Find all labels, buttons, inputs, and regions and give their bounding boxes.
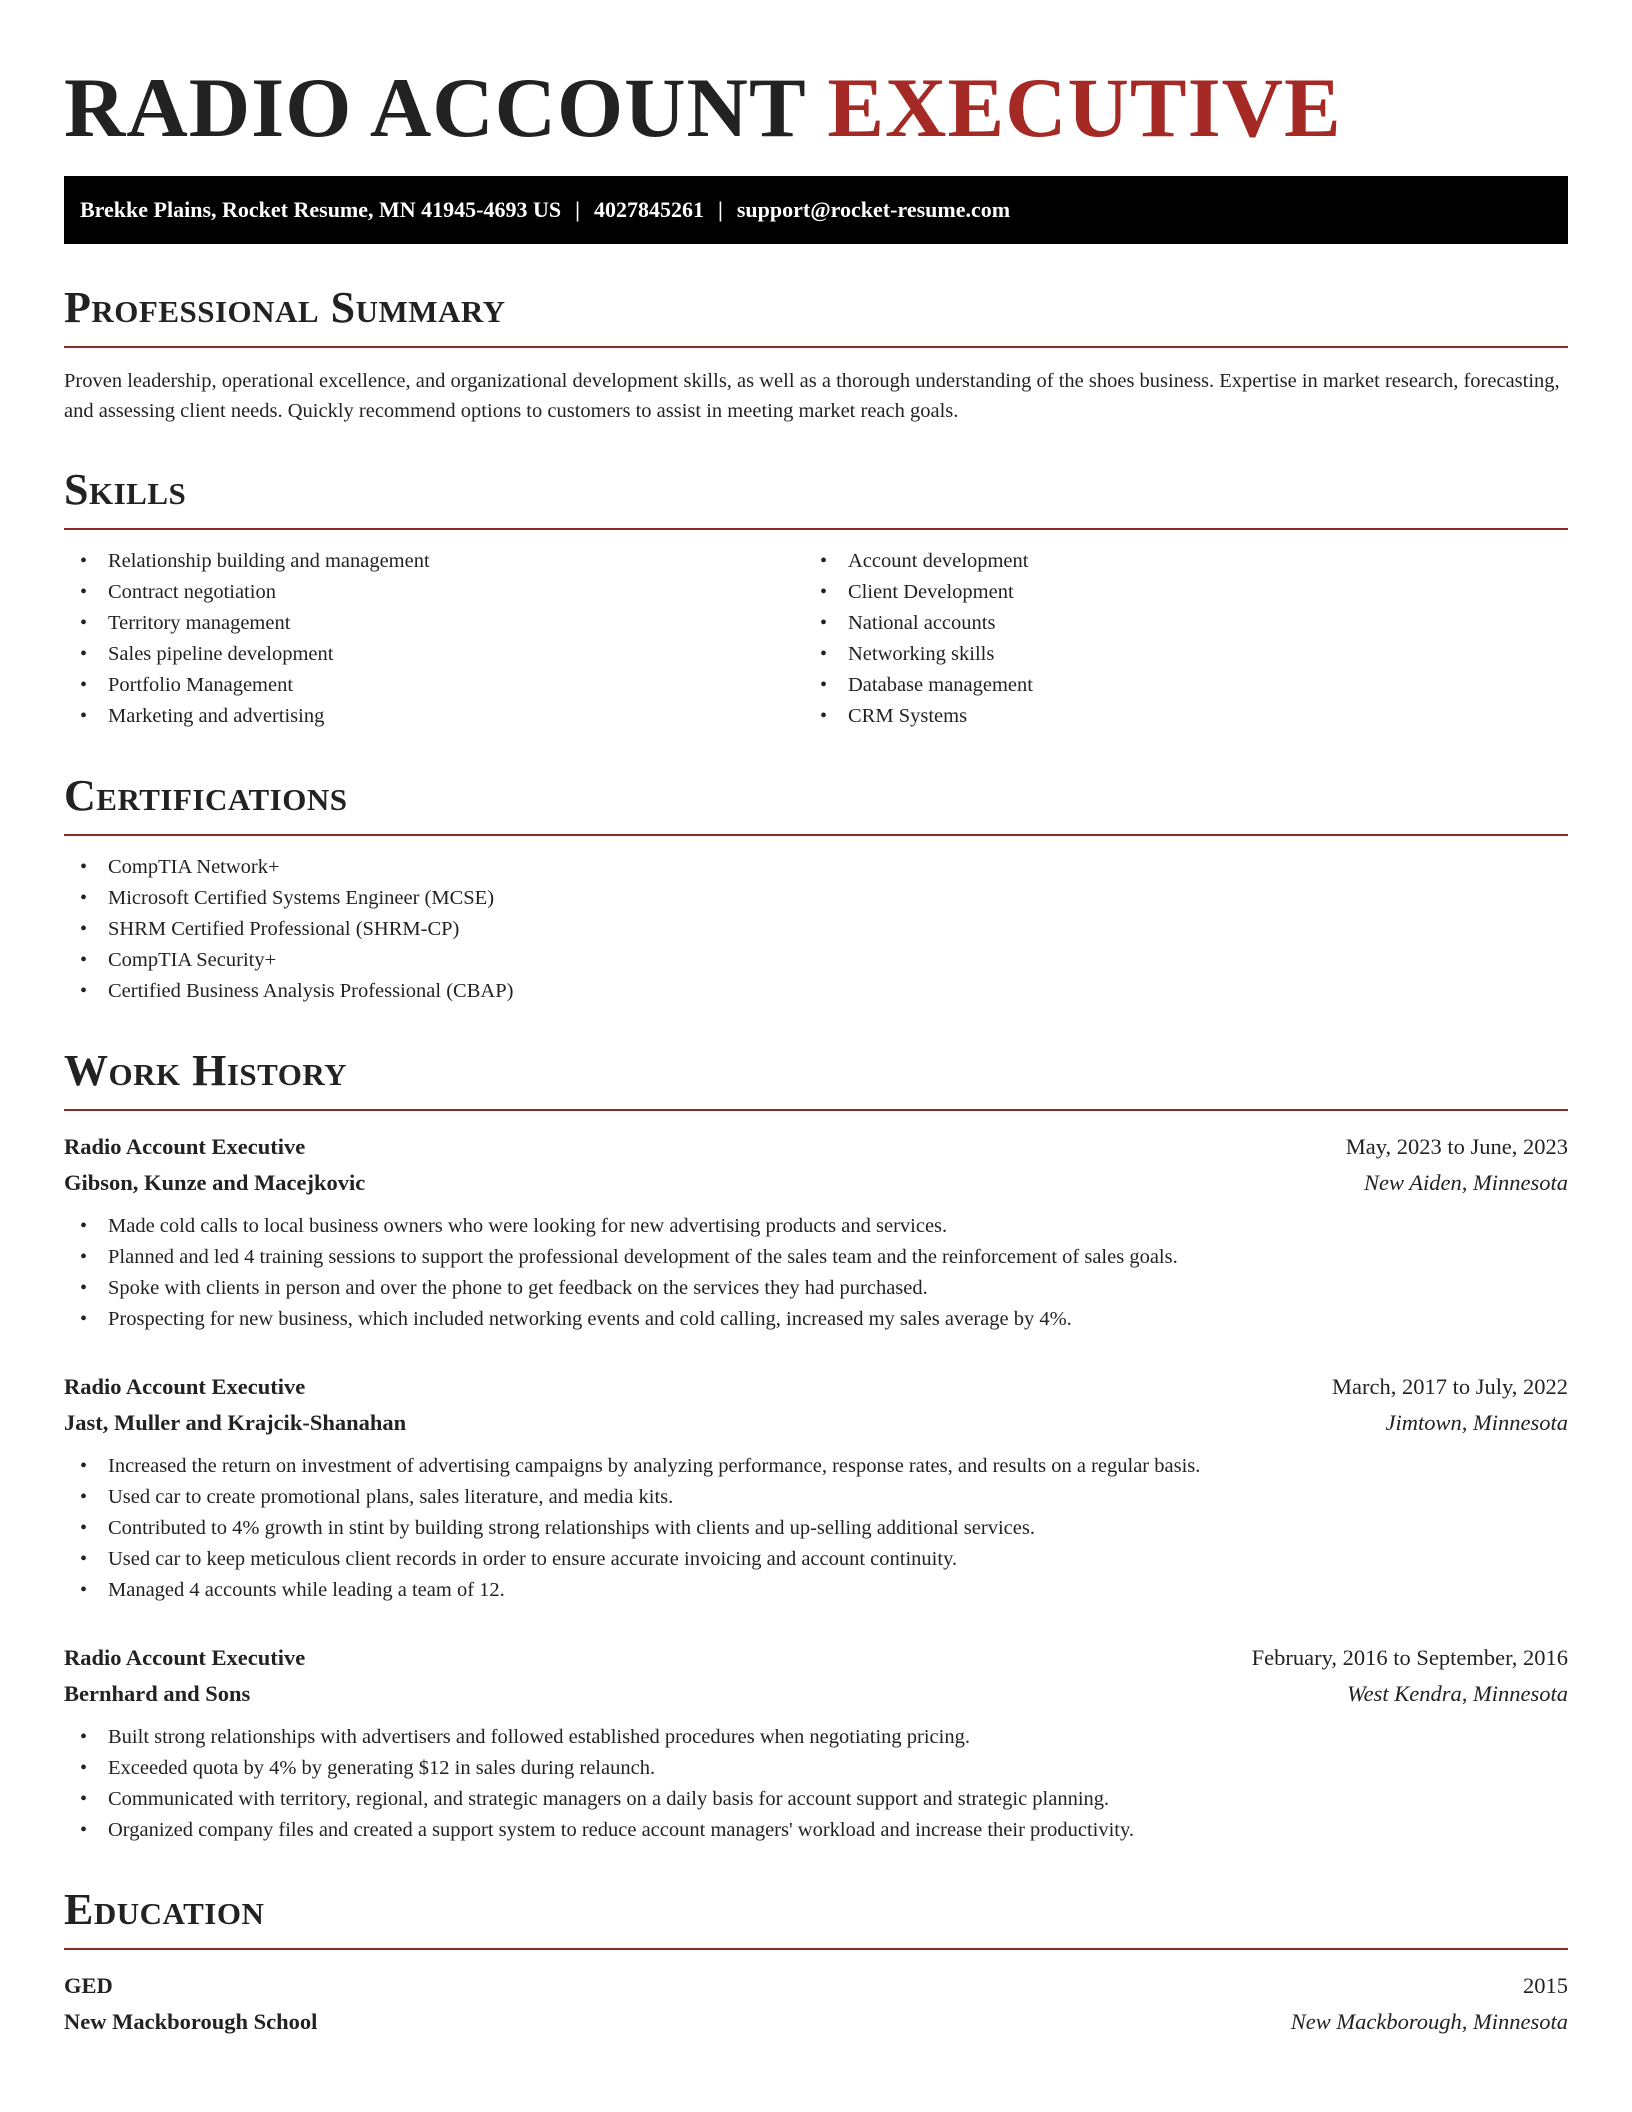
skill-item: • Relationship building and management (64, 546, 804, 577)
certification-item: • Microsoft Certified Systems Engineer (MCSE) (64, 883, 1568, 914)
skill-item: • Database management (804, 670, 1544, 701)
skills-heading: Skills (64, 464, 1568, 530)
certifications-heading: Certifications (64, 770, 1568, 836)
resume-page (64, 0, 1568, 2040)
contact-bar (64, 176, 1568, 244)
job-company: Gibson, Kunze and Macejkovic (64, 1170, 366, 1195)
job-location: New Aiden, Minnesota (1364, 1170, 1568, 1195)
job-duty: • Built strong relationships with advertisers and followed established procedures when negotiating pricing. (64, 1722, 1568, 1753)
contact-separator: | (575, 197, 580, 222)
education-heading: Education (64, 1884, 1568, 1950)
skills-section (64, 464, 1568, 732)
job-duty: • Communicated with territory, regional, and strategic managers on a daily basis for account support and strategic planning. (64, 1784, 1568, 1815)
certifications-section (64, 770, 1568, 1007)
job-company-row (64, 1676, 1568, 1712)
certification-item: • CompTIA Network+ (64, 852, 1568, 883)
skills-list-right (804, 546, 1544, 732)
job-dates: February, 2016 to September, 2016 (1251, 1645, 1568, 1670)
job-entry (64, 1369, 1568, 1606)
job-duty: • Contributed to 4% growth in stint by building strong relationships with clients and up-selling additional services. (64, 1513, 1568, 1544)
skill-item: • Territory management (64, 608, 804, 639)
skill-item: • Account development (804, 546, 1544, 577)
certification-item: • CompTIA Security+ (64, 945, 1568, 976)
job-duty: • Prospecting for new business, which included networking events and cold calling, increased my sales average by 4%. (64, 1304, 1568, 1335)
job-duties-list (64, 1451, 1568, 1606)
job-company: Bernhard and Sons (64, 1681, 251, 1706)
certification-item: • Certified Business Analysis Professional (CBAP) (64, 976, 1568, 1007)
job-dates: March, 2017 to July, 2022 (1331, 1374, 1568, 1399)
job-duty: • Made cold calls to local business owners who were looking for new advertising products and services. (64, 1211, 1568, 1242)
job-header-row (64, 1640, 1568, 1676)
contact-separator: | (717, 197, 723, 222)
job-company-row (64, 1165, 1568, 1201)
work-history-section (64, 1045, 1568, 1846)
job-duties-list (64, 1722, 1568, 1846)
summary-section (64, 282, 1568, 426)
job-duties-list (64, 1211, 1568, 1335)
contact-phone: 4027845261 (593, 197, 704, 222)
name-first: RADIO ACCOUNT (64, 61, 806, 155)
skill-item: • National accounts (804, 608, 1544, 639)
job-header-row (64, 1369, 1568, 1405)
job-location: West Kendra, Minnesota (1346, 1681, 1568, 1706)
job-title: Radio Account Executive (64, 1645, 306, 1670)
work-history-heading: Work History (64, 1045, 1568, 1111)
job-duty: • Exceeded quota by 4% by generating $12 in sales during relaunch. (64, 1753, 1568, 1784)
skill-item: • CRM Systems (804, 701, 1544, 732)
job-duty: • Increased the return on investment of advertising campaigns by analyzing performance, response rates, and results on a regular basis. (64, 1451, 1568, 1482)
education-header-row (64, 1968, 1568, 2004)
education-location: New Mackborough, Minnesota (1290, 2009, 1568, 2034)
job-duty: • Used car to create promotional plans, sales literature, and media kits. (64, 1482, 1568, 1513)
job-dates: May, 2023 to June, 2023 (1345, 1134, 1568, 1159)
certifications-list (64, 852, 1568, 1007)
skill-item: • Portfolio Management (64, 670, 804, 701)
job-title: Radio Account Executive (64, 1374, 306, 1399)
job-duty: • Organized company files and created a support system to reduce account managers' workload and increase their productivity. (64, 1815, 1568, 1846)
skills-grid (64, 530, 1568, 732)
education-entry (64, 1968, 1568, 2040)
education-school-row (64, 2004, 1568, 2040)
job-header-row (64, 1129, 1568, 1165)
job-entry (64, 1640, 1568, 1846)
skill-item: • Contract negotiation (64, 577, 804, 608)
summary-heading: Professional Summary (64, 282, 1568, 348)
skills-list-left (64, 546, 804, 732)
skill-item: • Networking skills (804, 639, 1544, 670)
name-last: EXECUTIVE (827, 61, 1342, 155)
skill-item: • Client Development (804, 577, 1544, 608)
job-company: Jast, Muller and Krajcik-Shanahan (64, 1410, 407, 1435)
job-entry (64, 1129, 1568, 1335)
job-duty: • Planned and led 4 training sessions to support the professional development of the sales team and the reinforcement of sales goals. (64, 1242, 1568, 1273)
education-school: New Mackborough School (64, 2009, 318, 2034)
contact-address: Brekke Plains, Rocket Resume, MN 41945-4693 US (80, 197, 562, 222)
education-degree: GED (64, 1973, 113, 1998)
skill-item: • Sales pipeline development (64, 639, 804, 670)
education-year: 2015 (1523, 1973, 1568, 1998)
job-company-row (64, 1405, 1568, 1441)
job-duty: • Managed 4 accounts while leading a team of 12. (64, 1575, 1568, 1606)
job-title: Radio Account Executive (64, 1134, 306, 1159)
job-duty: • Used car to keep meticulous client records in order to ensure accurate invoicing and account continuity. (64, 1544, 1568, 1575)
job-location: Jimtown, Minnesota (1385, 1410, 1568, 1435)
summary-text: Proven leadership, operational excellence, and organizational development skills, as well as a thorough understanding of the shoes business. Expertise in market research, forecasting, and assessing client needs. Quickly recommend options to customers to assist in meeting market reach goals. (64, 370, 1560, 422)
skill-item: • Marketing and advertising (64, 701, 804, 732)
education-section (64, 1884, 1568, 2040)
contact-email: support@rocket-resume.com (736, 197, 1011, 222)
job-duty: • Spoke with clients in person and over the phone to get feedback on the services they had purchased. (64, 1273, 1568, 1304)
resume-name (64, 58, 1568, 158)
certification-item: • SHRM Certified Professional (SHRM-CP) (64, 914, 1568, 945)
